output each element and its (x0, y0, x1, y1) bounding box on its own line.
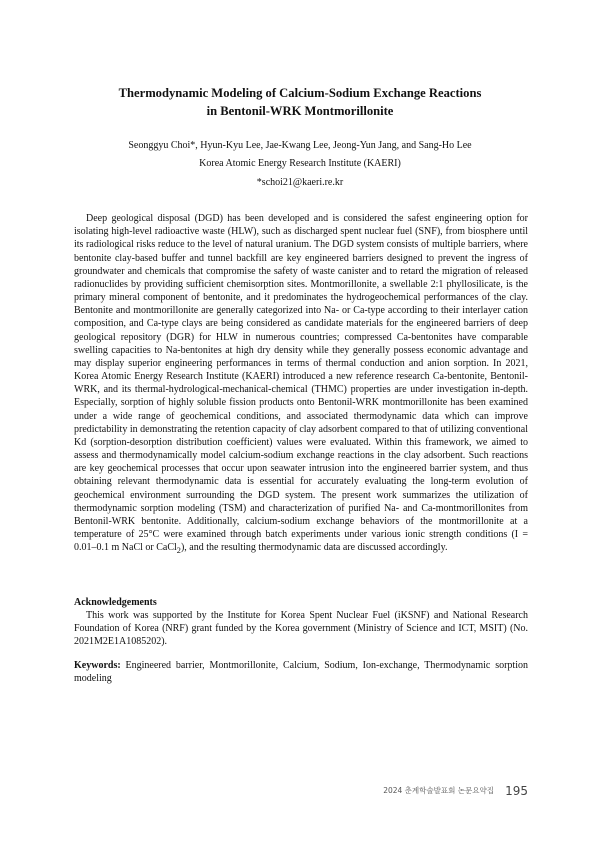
acknowledgements-text: This work was supported by the Institute for Korea Spent Nuclear Fuel (iKSNF) and National Research Foundation of Korea (NRF) grant funded by the Korea government (Ministry of Science and ICT, MSIT) (No. 2021M2E1A1085202). (74, 610, 528, 648)
keywords-text: Engineered barrier, Montmorillonite, Calcium, Sodium, Ion-exchange, Thermodynamic sorption modeling (74, 660, 528, 685)
keywords-section (74, 659, 528, 685)
proceedings-title: 2024 춘계학술발표회 논문요약집 (383, 786, 494, 795)
title-line-2: in Bentonil-WRK Montmorillonite (206, 103, 394, 118)
corresponding-email: *schoi21@kaeri.re.kr (256, 177, 344, 188)
title-line-1: Thermodynamic Modeling of Calcium-Sodium Exchange Reactions (118, 86, 482, 100)
abstract-body (74, 212, 528, 557)
keywords-label: Keywords: (74, 660, 121, 671)
abstract-text-part-2: ), and the resulting thermodynamic data are discussed accordingly. (180, 542, 448, 554)
author-list: Seonggyu Choi*, Hyun-Kyu Lee, Jae-Kwang Lee, Jeong-Yun Jang, and Sang-Ho Lee (128, 140, 472, 151)
page-footer (383, 780, 528, 799)
abstract-subscript: 2 (176, 546, 181, 556)
abstract-text-part-1: Deep geological disposal (DGD) has been developed and is considered the safest engineering option for isolating high-level radioactive waste (HLW), such as discharged spent nuclear fuel (SNF), from biosphere until its radiological risks reduce to the level of natural uranium. The DGD system consists of multiple barriers, where bentonite clay-based buffer and tunnel backfill are key engineered barriers designed to prevent the ingress of groundwater and chemicals that compromise the safety of waste canister and to retard the migration of released radionuclides by providing sufficient chemisorption sites. Montmorillonite, a swellable 2:1 phyllosilicate, is the primary mineral component of bentonite, and it predominates the hydrogeochemical performances of the clay. Bentonite and montmorillonite are generally categorized into Na- or Ca-type according to their interlayer cation composition, and Ca-type clays are being considered as candidate materials for the engineered barriers of deep geological repository (DGR) for HLW in numerous countries; compressed Ca-bentonites have comparable swelling capacities to Na-bentonites at high dry density while they generally possess economic advantage and may display superior engineering performances in terms of thermal conduction and anion sorption. In 2021, Korea Atomic Energy Research Institute (KAERI) introduced a new reference research Ca-bentonite, Bentonil-WRK, and its thermal-hydrological-mechanical-chemical (THMC) properties are under investigation in-depth. Especially, sorption of highly soluble fission products onto Bentonil-WRK montmorillonite has been examined under a wide range of geochemical conditions, and associated thermodynamic data which can improve predictability in demonstrating the retention capacity of clay adsorbent compared to that of utilizing conventional Kd (sorption-desorption distribution coefficient) values were evaluated. Within this framework, we aimed to assess and thermodynamically model calcium-sodium exchange reactions in the clay adsorbent. Such reactions are key geochemical processes that occur upon seawater intrusion into the engineered barrier system, and thus obtaining relevant thermodynamic data is essential for accurately evaluating the long-term evolution of geochemical environment surrounding the DGD system. The present work summarizes the utilization of thermodynamic sorption modeling (TSM) and characterization of purified Na- and Ca-montmorillonites from Bentonil-WRK bentonite. Additionally, calcium-sodium exchange behaviors of the montmorillonite at a temperature of 25°C were examined through batch experiments under various ionic strength conditions (I = 0.01–0.1 m NaCl or CaCl (74, 213, 528, 554)
page-number: 195 (505, 783, 528, 798)
affiliation: Korea Atomic Energy Research Institute (KAERI) (199, 158, 401, 169)
paper-title (60, 85, 540, 120)
acknowledgements-heading: Acknowledgements (74, 597, 157, 608)
